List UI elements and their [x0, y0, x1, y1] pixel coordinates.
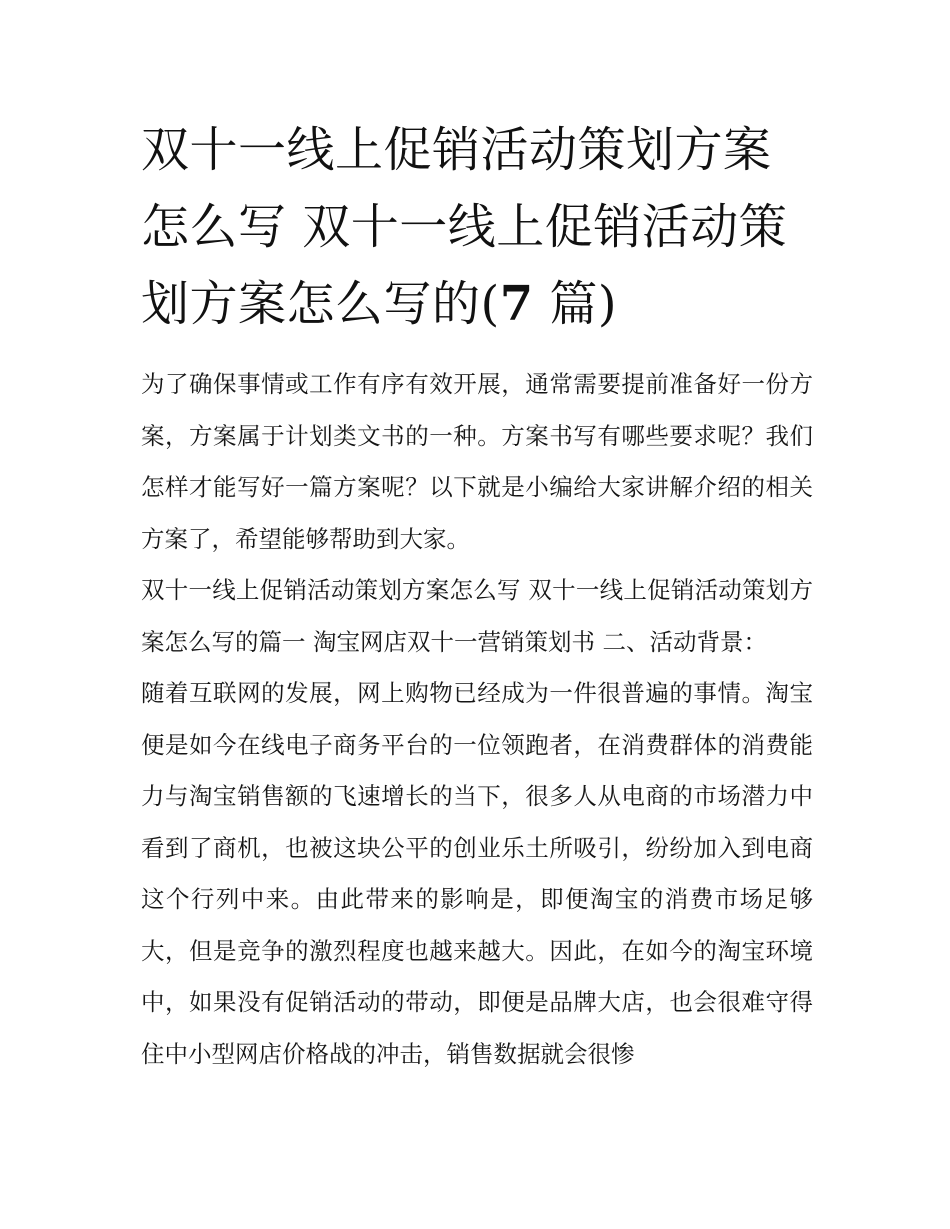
intro-paragraph: 为了确保事情或工作有序有效开展，通常需要提前准备好一份方案，方案属于计划类文书的一种。方案书写有哪些要求呢？我们怎样才能写好一篇方案呢？以下就是小编给大家讲解介绍的相关方案了，希望能够帮助到大家。 — [141, 370, 813, 553]
document-title — [141, 112, 813, 343]
title-line-1: 双十一线上促销活动策划方案 — [141, 122, 772, 178]
section-heading: 双十一线上促销活动策划方案怎么写 双十一线上促销活动策划方案怎么写的篇一 淘宝网店双十一营销策划书 二、活动背景： — [141, 576, 813, 656]
document-content — [141, 112, 813, 1080]
body-paragraph: 随着互联网的发展，网上购物已经成为一件很普遍的事情。淘宝便是如今在线电子商务平台的一位领跑者，在消费群体的消费能力与淘宝销售额的飞速增长的当下，很多人从电商的市场潜力中看到了商机，也被这块公平的创业乐土所吸引，纷纷加入到电商这个行列中来。由此带来的影响是，即便淘宝的消费市场足够大，但是竞争的激烈程度也越来越大。因此，在如今的淘宝环境中，如果没有促销活动的带动，即便是品牌大店，也会很难守得住中小型网店价格战的冲击，销售数据就会很惨 — [141, 679, 813, 1068]
title-line-3-pre: 划方案怎么写的( — [141, 276, 500, 332]
title-line-3-post: 篇) — [533, 276, 618, 332]
title-article-count: 7 — [499, 276, 534, 332]
title-line-2: 怎么写 双十一线上促销活动策 — [141, 199, 788, 255]
